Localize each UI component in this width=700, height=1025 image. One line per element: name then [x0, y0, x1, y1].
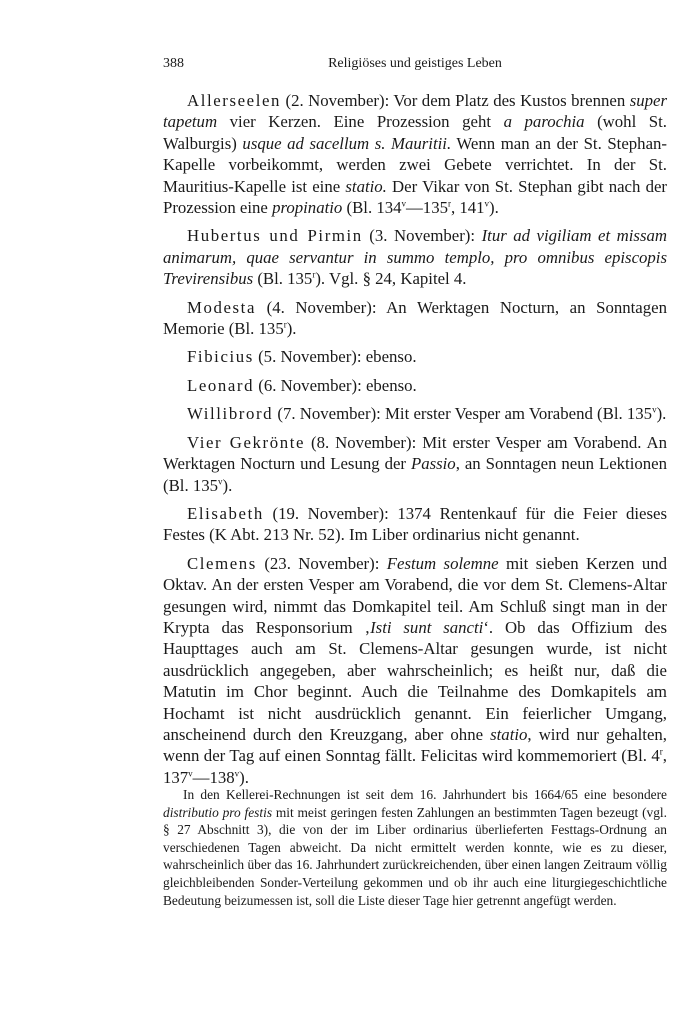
text-run: , 141	[450, 198, 485, 218]
text-run: Der Vikar von St. Stephan gibt nach der Prozession eine	[163, 176, 667, 218]
folio-side: v	[188, 768, 193, 779]
text-run: —138	[192, 767, 235, 787]
latin-phrase: Festum solemne	[386, 553, 499, 573]
text-run: (6. November): ebenso.	[254, 375, 417, 395]
feast-name: Leonard	[187, 375, 255, 395]
feast-name: Hubertus und Pirmin	[187, 226, 363, 246]
feast-entry	[163, 225, 667, 289]
text-run: (3. November):	[362, 226, 482, 246]
text-run: —135	[406, 198, 448, 218]
feast-name: Modesta	[187, 297, 256, 317]
latin-phrase: Itur ad vigiliam et missam animarum, quae servantur in summo templo, pro omnibus episcopis Trevirensibus	[163, 226, 667, 289]
latin-phrase: a parochia	[503, 112, 585, 132]
text-run: (8. November): Mit erster Vesper am Vorabend. An Werktagen Nocturn und Lesung der	[163, 432, 667, 474]
feast-entry	[163, 346, 667, 367]
text-run: vier Kerzen. Eine Prozession geht	[217, 112, 504, 132]
text-run: Wenn man an der St. Stephan-Kapelle vorbeikommt, werden zwei Gebete verrichtet. In der St. Mauritius-Kapelle ist eine	[163, 133, 667, 196]
feast-name: Clemens	[187, 553, 257, 573]
text-run: ). Vgl. § 24, Kapitel 4.	[315, 269, 467, 289]
text-run: ).	[489, 198, 499, 218]
latin-phrase: distributio pro festis	[163, 804, 273, 820]
latin-phrase: usque ad sacellum s. Mauritii.	[242, 133, 452, 153]
body-text	[163, 90, 667, 795]
text-run: (Bl. 135	[253, 269, 313, 289]
text-run: (4. November): An Werktagen Nocturn, an Sonntagen Memorie (Bl. 135	[163, 297, 667, 339]
page-header	[163, 56, 667, 78]
feast-name: Elisabeth	[187, 503, 264, 523]
folio-side: v	[234, 768, 240, 779]
text-run: (Bl. 134	[342, 198, 402, 218]
text-run: ).	[222, 475, 233, 495]
text-run: (wohl St. Walburgis)	[163, 112, 667, 153]
feast-entry	[163, 297, 667, 340]
text-run: ).	[286, 319, 297, 339]
feast-entry	[163, 432, 667, 496]
running-title: Religiöses und geistiges Leben	[328, 56, 502, 71]
latin-phrase: super tapetum	[163, 91, 667, 132]
text-run: (23. November):	[256, 553, 387, 573]
folio-side: r	[312, 269, 316, 280]
latin-phrase: Passio	[410, 454, 456, 474]
text-run: mit sieben Kerzen und Oktav. An der ersten Vesper am Vorabend, die vor dem St. Clemens-Altar gesungen wird, nimmt das Domkapitel teil. Am Schluß singt man in der Krypta das Responsorium ‚	[163, 553, 667, 637]
folio-side: v	[218, 475, 223, 486]
text-run: (7. November): Mit erster Vesper am Vorabend (Bl. 135	[273, 404, 653, 424]
text-run: , 137	[163, 746, 667, 787]
text-run: In den Kellerei-Rechnungen ist seit dem 16. Jahrhundert bis 1664/65 eine besondere	[183, 787, 667, 802]
folio-side: r	[283, 319, 287, 330]
text-run: ‘. Ob das Offizium des Haupttages auch am St. Clemens-Altar gesungen wurde, ist nicht ausdrücklich angegeben, aber wahrscheinlich; es heißt nur, daß die Matutin im Chor beginnt. Auch die Teilnahme des Domkapitels am Hochamt ist nicht ausdrücklich genannt. Ein feierlicher Umgang, anscheinend durch den Kreuzgang, aber ohne	[163, 617, 667, 744]
text-run: ).	[656, 404, 667, 424]
text-run: , an Sonntagen neun Lektionen (Bl. 135	[163, 454, 667, 495]
text-run: (19. November): 1374 Rentenkauf für die Feier dieses Festes (K Abt. 213 Nr. 52). Im Liber ordinarius nicht genannt.	[163, 503, 667, 545]
feast-name: Allerseelen	[187, 91, 282, 110]
latin-phrase: propinatio	[272, 198, 343, 218]
feast-name: Fibicius	[187, 347, 254, 367]
feast-name: Vier Gekrönte	[187, 432, 306, 452]
feast-name: Willibrord	[187, 404, 274, 424]
feast-entry	[163, 375, 667, 396]
folio-side: v	[401, 198, 407, 209]
feast-entry	[163, 90, 667, 218]
text-run: (2. November): Vor dem Platz des Kustos brennen	[281, 91, 630, 110]
folio-side: r	[447, 198, 451, 209]
folio-side: v	[484, 198, 490, 209]
feast-entry	[163, 503, 667, 546]
latin-phrase: statio	[490, 724, 528, 744]
latin-phrase: statio.	[345, 176, 387, 196]
text-run: , wird nur gehalten, wenn der Tag auf einen Sonntag fällt. Felicitas wird kommemoriert (Bl. 4	[163, 724, 667, 766]
text-run: ).	[239, 767, 249, 787]
page-number: 388	[163, 56, 184, 71]
latin-phrase: Isti sunt sancti	[370, 617, 484, 637]
feast-entry	[163, 553, 667, 788]
folio-side: v	[652, 404, 657, 415]
text-run: (5. November): ebenso.	[253, 347, 417, 367]
folio-side: r	[659, 746, 663, 757]
text-run: mit meist geringen festen Zahlungen an bestimmten Tagen bezeugt (vgl. § 27 Abschnitt 3), die von der im Liber ordinarius überlieferten Festtags-Ordnung an verschiedenen Tagen abweicht. Da nicht ermittelt werden konnte, wie es zu dieser, wahrscheinlich über das 16. Jahrhundert zurückreichenden, über einen langen Zeitraum völlig gleichbleibenden Sonder-Verteilung gekommen und ob ihr auch eine liturgiegeschichtliche Bedeutung beizumessen ist, soll die Liste dieser Tage hier getrennt angefügt werden.	[163, 804, 667, 908]
feast-entry	[163, 403, 667, 424]
footnote	[163, 786, 667, 909]
